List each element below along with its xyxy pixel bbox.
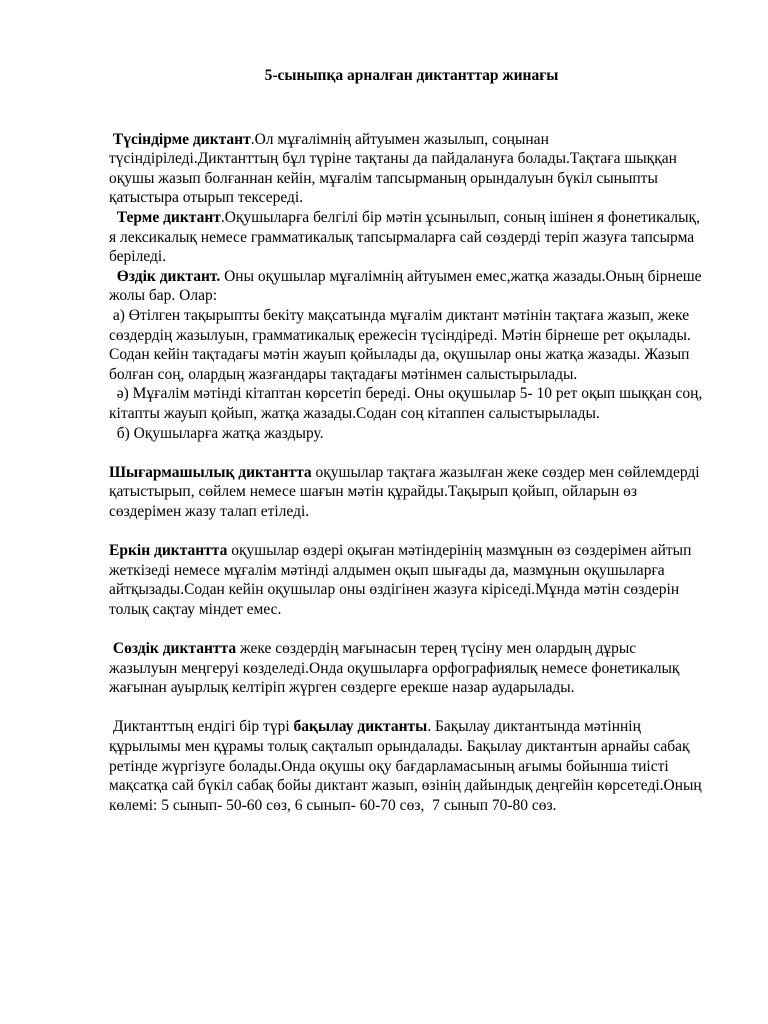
paragraph-gap — [109, 521, 704, 541]
paragraph-explanatory-dictation — [109, 130, 704, 208]
paragraph-text: .Ол мұғалімнің айтуымен жазылып, соңынан түсіндіріледі.Диктанттың бұл түріне тақтаны да пайдалануға болады.Тақтаға шыққан оқушы жазып болғаннан кейін, мұғалім тапсырманың орындалуын бүкіл сыныпты қатыстыра отырып тексереді. — [109, 130, 677, 207]
paragraph-text: жеке сөздердің мағынасын терең түсіну мен олардың дұрыс жазылуын меңгеруі көзделеді.Онда оқушыларға орфографиялық немесе фонетикалық жағынан ауырлық келтіріп жүрген сөздерге ерекше назар аударылады. — [109, 640, 680, 697]
list-item-a: а) Өтілген тақырыпты бекіту мақсатында мұғалім диктант мәтінін тақтаға жазып, жеке сөздердің жазылуын, грамматикалық ережесін түсіндіреді. Мәтін бірнеше рет оқылады. Содан кейін тақтадағы мәтін жауып қойылады да, оқушылар оны жатқа жазады. Жазып болған соң, олардың жазғандары тақтадағы мәтінмен салыстырылады. — [109, 306, 695, 383]
paragraph-text: .Оқушыларға белгілі бір мәтін ұсынылып, соның ішінен я фонетикалық, я лексикалық немесе грамматикалық тапсырмаларға сай сөздерді теріп жазуға тапсырма беріледі. — [109, 208, 700, 266]
paragraph-gap — [109, 698, 704, 718]
paragraph-selective-dictation — [109, 208, 704, 267]
list-item-ae: ә) Мұғалім мәтінді кітаптан көрсетіп береді. Оны оқушылар 5- 10 рет оқып шыққан соң, кітапты жауып қойып, жатқа жазады.Содан соң кітаппен салыстырылады. — [109, 385, 707, 422]
paragraph-text: Оны оқушылар мұғалімнің айтуымен емес,жатқа жазады.Оның бірнеше жолы бар. Олар: — [109, 267, 702, 305]
term-creative-dictation: Шығармашылық диктантта — [109, 463, 312, 481]
term-vocabulary-dictation: Сөздік диктантта — [112, 640, 237, 658]
term-explanatory-dictation: Түсіндірме диктант — [112, 130, 251, 148]
document-title: 5-сыныпқа арналған диктанттар жинағы — [264, 67, 559, 84]
paragraph-lead-text: Диктанттың ендігі бір түрі — [109, 718, 294, 736]
term-free-dictation: Еркін диктантта — [109, 542, 228, 560]
indent — [109, 209, 117, 226]
paragraph-free-dictation — [109, 541, 704, 619]
paragraph-gap — [109, 443, 704, 463]
list-item-b: б) Оқушыларға жатқа жаздыру. — [109, 424, 324, 442]
paragraph-text: оқушылар тақтаға жазылған жеке сөздер мен сөйлемдерді қатыстырып, сөйлем немесе шағын мәтін құрайды.Тақырып қойып, ойларын өз сөздерімен жазу талап етіледі. — [109, 463, 700, 520]
paragraph-text: . Бақылау диктантында мәтіннің құрылымы мен құрамы толық сақталып орындалады. Бақылау диктантын арнайы сабақ ретінде жүргізуге болады.Онда оқушы оқу бағдарламасының ағымы бойынша тиісті мақсатқа сай бүкіл сабақ бойы диктант жазып, өзінің дайындық деңгейін көрсетеді.Оның көлемі: 5 сынып- 50-60 сөз, 6 сынып- 60-70 сөз, 7 сынып 70-80 сөз. — [109, 718, 706, 814]
term-selective-dictation: Терме диктант — [116, 208, 221, 226]
term-control-dictation: бақылау диктанты — [293, 718, 428, 736]
paragraph-independent-dictation — [109, 267, 704, 306]
paragraph-creative-dictation — [109, 463, 704, 522]
paragraph-gap — [109, 619, 704, 639]
term-independent-dictation: Өздік диктант. — [116, 267, 221, 285]
document-page — [109, 66, 707, 815]
paragraph-vocabulary-dictation — [109, 639, 704, 698]
paragraph-text: оқушылар өздері оқыған мәтіндерінің мазмұнын өз сөздерімен айтып жеткізеді немесе мұғалім мәтінді алдымен оқып шығады да, мазмұнын оқушыларға айтқызады.Содан кейін оқушылар оны өздігінен жазуға кіріседі.Мұнда мәтін сөздерін толық сақтау міндет емес. — [109, 542, 692, 618]
indent — [109, 268, 117, 285]
paragraph-control-dictation — [109, 717, 704, 815]
